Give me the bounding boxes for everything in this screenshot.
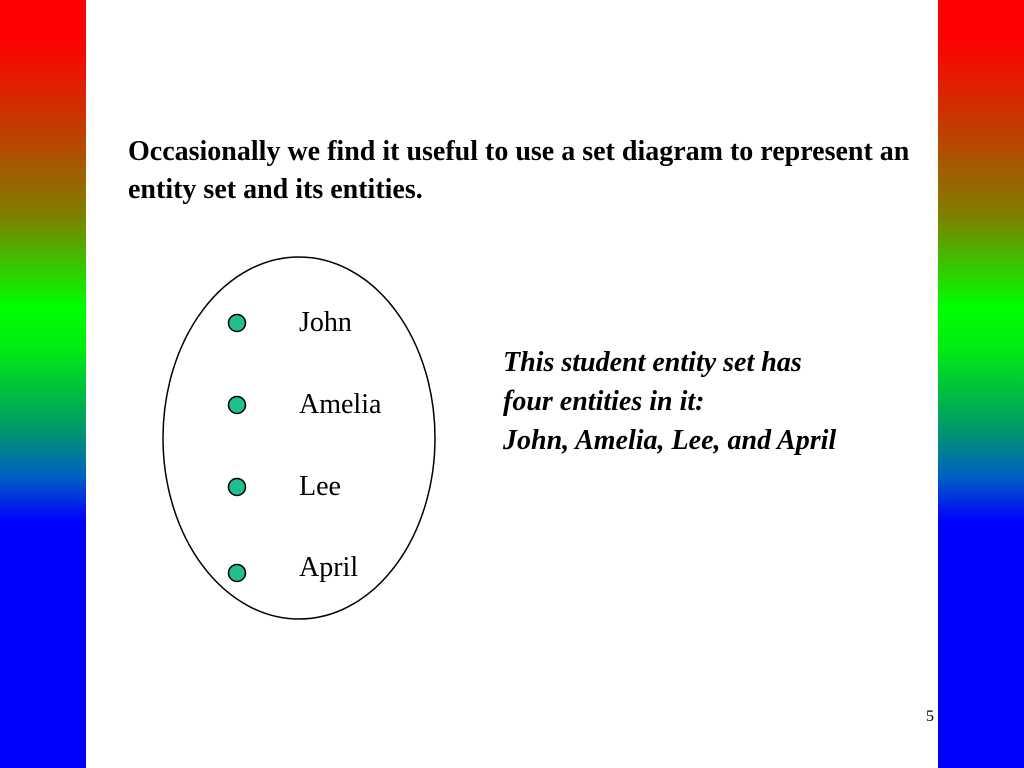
entity-label-john: John [299,307,352,338]
caption-line-2: four entities in it: [503,386,705,417]
entity-bullet-april [229,565,246,582]
slide-heading: Occasionally we find it useful to use a set diagram to represent an entity set and its entities. [128,136,910,205]
entity-label-lee: Lee [299,471,341,502]
entity-label-amelia: Amelia [299,389,382,420]
left-gradient-bar [0,0,86,768]
caption-line-3: John, Amelia, Lee, and April [503,425,837,456]
right-gradient-bar [938,0,1024,768]
caption-line-1: This student entity set has [503,347,802,378]
page-number: 5 [926,708,934,725]
entity-bullet-amelia [229,397,246,414]
entity-set-caption [503,343,933,460]
entity-label-april: April [299,552,359,583]
entity-bullet-lee [229,479,246,496]
entity-bullet-john [229,315,246,332]
